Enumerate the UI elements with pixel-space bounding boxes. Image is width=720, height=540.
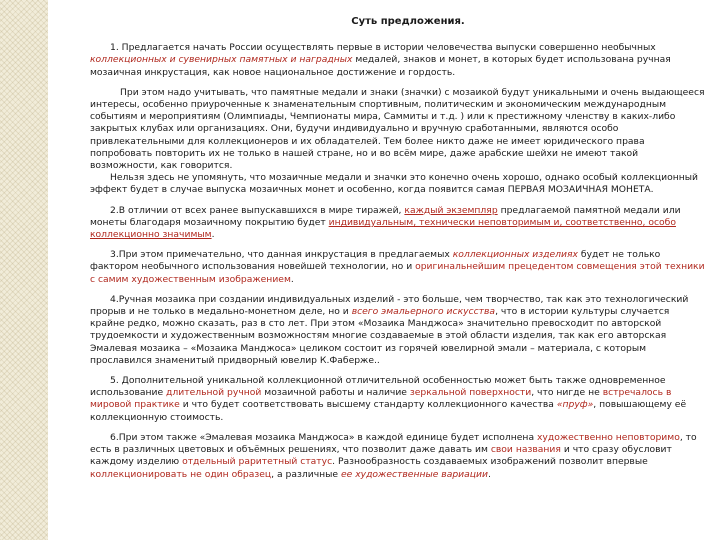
highlight-manual: длительной ручной: [166, 387, 262, 399]
highlight-artistic: художественно неповторимо: [537, 431, 680, 443]
paragraph-1-note-2: Нельзя здесь не упомянуть, что мозаичные медали и значки это конечно очень хорошо, однако особый коллекционный эффект будет в случае выпуска мозаичных монет и особенно, когда появится самая ПЕРВАЯ МОЗАИЧНАЯ МОНЕТА.: [90, 172, 699, 196]
highlight-names: свои названия: [490, 444, 561, 456]
highlight-variations: ее художественные вариации: [340, 468, 488, 480]
highlight-items: коллекционных изделиях: [452, 249, 578, 261]
highlight-world-practice: встречалось в мировой практике: [90, 387, 672, 411]
highlight-each-copy: каждый экземпляр: [404, 204, 498, 216]
highlight-rare-status: отдельный раритетный статус: [182, 456, 333, 468]
highlight-proof: «пруф»: [556, 399, 594, 411]
paragraph-5: 5. Дополнительной уникальной коллекционной отличительной особенностью может быть также одновременное использование длительной ручной мозаичной работы и наличие зеркальной поверхности, что нигде не встречалось в мировой практике и что будет соответствовать высшему стандарту коллекционного качества «пруф», повышающему её коллекционную стоимость.: [90, 375, 687, 423]
highlight-precedent: оригинальнейшим прецедентом совмещения этой техники с самим художественным изображением: [90, 261, 705, 285]
highlight-collect: коллекционировать не один образец: [90, 468, 272, 480]
highlight-collectible: коллекционных и сувенирных памятных и наградных: [90, 54, 353, 66]
paragraph-3: 3.При этом примечательно, что данная инкрустация в предлагаемых коллекционных изделиях будет не только фактором необычного использования новейшей технологии, но и оригинальнейшим прецедентом совмещения этой техники с самим художественным изображением.: [90, 249, 705, 285]
paragraph-6: 6.При этом также «Эмалевая мозаика Манджоса» в каждой единице будет исполнена художественно неповторимо, то есть в различных цветовых и объёмных решениях, что позволит даже давать им свои названия и что сразу обусловит каждому изделию отдельный раритетный статус. Разнообразность создаваемых изображений позволит впервые коллекционировать не один образец, а различные ее художественные вариации.: [90, 431, 697, 480]
highlight-unique: индивидуальным, технически неповторимым и, соответственно, особо коллекционно значимым: [90, 216, 676, 241]
paragraph-2: 2.В отличии от всех ранее выпускавшихся в мире тиражей, каждый экземпляр предлагаемой памятной медали или монеты благодаря мозаичному покрытию будет индивидуальным, технически неповторимым и, соответственно, особо коллекционно значимым.: [90, 204, 681, 241]
document-body: [90, 16, 706, 489]
decorative-left-stripe: [0, 0, 48, 540]
highlight-mirror: зеркальной поверхности: [409, 387, 532, 399]
document-title: Суть предложения.: [351, 16, 465, 27]
paragraph-4: 4.Ручная мозаика при создании индивидуальных изделий - это больше, чем творчество, так как это технологический прорыв и не только в медально-монетном деле, но и всего эмальерного искусства, что в истории культуры случается крайне редко, можно сказать, раз в сто лет. При этом «Мозаика Манджоса» значительно превосходит по авторской трудоемкости и художественным возможностям многие создаваемые в этой области изделия, так как его авторская Эмалевая мозаика – «Мозаика Манджоса» целиком состоит из горячей ювелирной эмали – материала, с которым прославился знаменитый придворный ювелир К.Фаберже..: [90, 293, 689, 366]
highlight-enamel-art: всего эмальерного искусства: [351, 306, 496, 318]
paragraph-1-note: При этом надо учитывать, что памятные медали и знаки (значки) с мозаикой будут уникальными и очень выдающееся интересы, особенно приуроченные к знаменательным спортивным, политическим и экономическим международным событиям и мероприятиям (Олимпиады, Чемпионаты мира, Саммиты и т.д. ) или к престижному членству в каких-либо закрытых клубах или организациях. Они, будучи индивидуально и вручную сработанными, являются особо привлекательными для коллекционеров и их обладателей. Тем более никто даже не имеет юридического права попробовать повторить их не только в нашей стране, но и во всём мире, даже арабские шейхи не имеют такой возможности, как говорится.: [90, 86, 705, 172]
paragraph-1: 1. Предлагается начать России осуществлять первые в истории человечества выпуски совершенно необычных коллекционных и сувенирных памятных и наградных медалей, знаков и монет, в которых будет использована ручная мозаичная инкрустация, как новое национальное достижение и гордость.: [90, 42, 671, 78]
